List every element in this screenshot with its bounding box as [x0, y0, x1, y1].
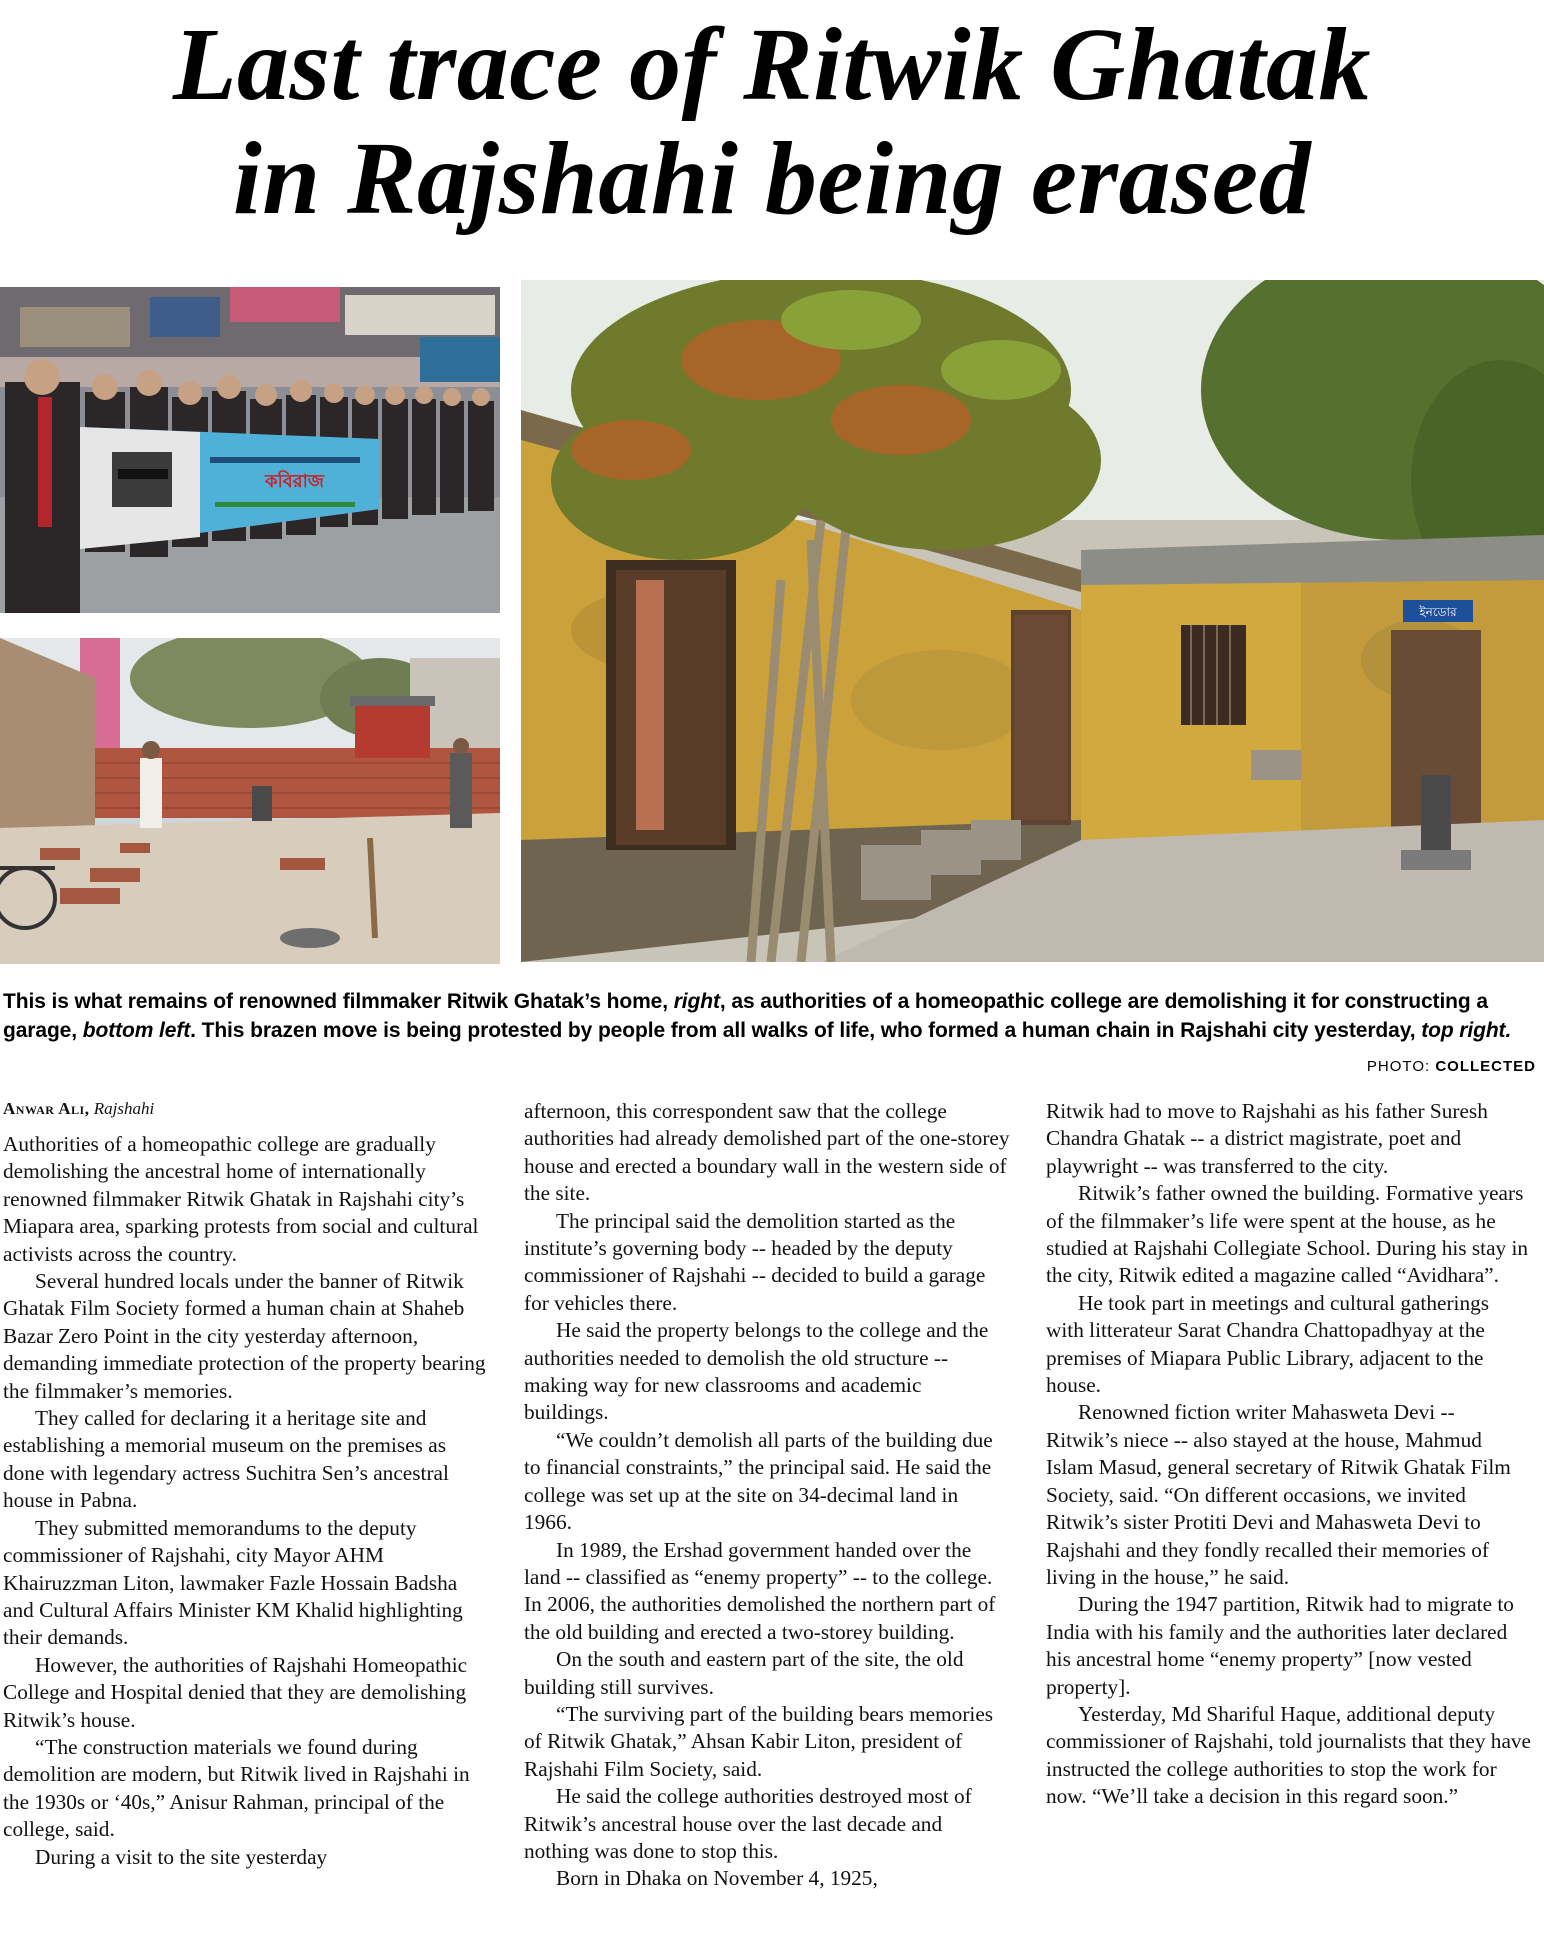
photo-caption — [3, 987, 1535, 1045]
caption-emphasis-right: right — [673, 990, 720, 1013]
banner-text: কবিরাজ — [265, 471, 324, 492]
paragraph: “The construction materials we found during demolition are modern, but Ritwik lived in Rajshahi in the 1930s or ‘40s,” Anisur Rahman, principal of the college, said. — [3, 1734, 470, 1842]
caption-emphasis-top-right: top right. — [1421, 1019, 1512, 1042]
paragraph: afternoon, this correspondent saw that the college authorities had already demolished part of the one-storey house and erected a boundary wall in the western side of the site. — [524, 1099, 1010, 1206]
photo-credit-label: PHOTO: — [1366, 1058, 1431, 1075]
paragraph: He said the property belongs to the college and the authorities needed to demolish the old structure -- making way for new classrooms and academic buildings. — [524, 1318, 989, 1425]
caption-text: . This brazen move is being protested by people from all walks of life, who formed a human chain in Rajshahi city yesterday, — [190, 1019, 1422, 1042]
article-column-2 — [524, 1098, 1010, 1893]
paragraph: “The surviving part of the building bears memories of Ritwik Ghatak,” Ahsan Kabir Liton, president of Rajshahi Film Society, said. — [524, 1701, 994, 1781]
paragraph: Yesterday, Md Shariful Haque, additional deputy commissioner of Rajshahi, told journalists that they have instructed the college authorities to stop the work for now. “We’ll take a decision in this regard soon.” — [1046, 1701, 1532, 1809]
paragraph: Authorities of a homeopathic college are gradually demolishing the ancestral home of internationally renowned filmmaker Ritwik Ghatak in Rajshahi city’s Miapara area, sparking protests from social and cultural activists across the country. — [3, 1132, 479, 1266]
paragraph: Born in Dhaka on November 4, 1925, — [556, 1866, 878, 1891]
photo-demolition-site — [0, 638, 500, 964]
article-column-3 — [1046, 1098, 1532, 1811]
paragraph: During the 1947 partition, Ritwik had to migrate to India with his family and the authorities later declared his ancestral home “enemy property” [now vested property]. — [1046, 1592, 1514, 1699]
byline-location: Rajshahi — [93, 1099, 155, 1118]
paragraph: They called for declaring it a heritage site and establishing a memorial museum on the premises as done with legendary actress Suchitra Sen’s ancestral house in Pabna. — [3, 1406, 449, 1513]
paragraph: Renowned fiction writer Mahasweta Devi -- Ritwik’s niece -- also stayed at the house, Mahmud Islam Masud, general secretary of Ritwik Ghatak Film Society, said. “On different occasions, we invited Ritwik’s sister Protiti Devi and Mahasweta Devi to Rajshahi and they fondly recalled their memories of living in the house,” he said. — [1046, 1400, 1511, 1589]
paragraph: They submitted memorandums to the deputy commissioner of Rajshahi, city Mayor AHM Khairuzzman Liton, lawmaker Fazle Hossain Badsha and Cultural Affairs Minister KM Khalid highlighting their demands. — [3, 1515, 463, 1650]
paragraph: In 1989, the Ershad government handed over the land -- classified as “enemy property” -- to the college. In 2006, the authorities demolished the northern part of the old building and erected a two-storey building. — [524, 1537, 996, 1644]
photo-ghatak-home — [521, 280, 1544, 962]
caption-emphasis-bottom-left: bottom left — [82, 1019, 191, 1042]
article-column-1 — [3, 1098, 489, 1871]
headline — [0, 8, 1544, 236]
photo-human-chain — [0, 287, 500, 613]
photo-credit-value: COLLECTED — [1435, 1058, 1536, 1075]
paragraph: On the south and eastern part of the site, the old building still survives. — [524, 1647, 964, 1699]
caption-text: , as authorities of a homeopathic college are demolishing it for constructing a garage, — [3, 990, 1488, 1042]
caption-text: This is what remains of renowned filmmaker Ritwik Ghatak’s home, — [3, 990, 674, 1013]
paragraph: During a visit to the site yesterday — [35, 1844, 328, 1869]
byline — [3, 1098, 489, 1120]
byline-name: Anwar Ali, — [3, 1099, 90, 1118]
headline-line-2: in Rajshahi being erased — [232, 121, 1312, 236]
headline-line-1: Last trace of Ritwik Ghatak — [173, 7, 1371, 122]
paragraph: However, the authorities of Rajshahi Homeopathic College and Hospital denied that they are demolishing Ritwik’s house. — [3, 1652, 468, 1732]
paragraph: Ritwik’s father owned the building. Formative years of the filmmaker’s life were spent at the house, as he studied at Rajshahi Collegiate School. During his stay in the city, Ritwik edited a magazine called “Avidhara”. — [1046, 1181, 1529, 1288]
paragraph: Several hundred locals under the banner of Ritwik Ghatak Film Society formed a human chain at Shaheb Bazar Zero Point in the city yesterday afternoon, demanding immediate protection of the property bearing the filmmaker’s memories. — [3, 1269, 486, 1403]
paragraph: Ritwik had to move to Rajshahi as his father Suresh Chandra Ghatak -- a district magistrate, poet and playwright -- was transferred to the city. — [1046, 1099, 1488, 1178]
door-sign-text: ইনডোর — [1419, 605, 1457, 619]
photo-credit — [1367, 1058, 1536, 1075]
paragraph: He said the college authorities destroyed most of Ritwik’s ancestral house over the last decade and nothing was done to stop this. — [524, 1784, 972, 1863]
paragraph: The principal said the demolition started as the institute’s governing body -- headed by the deputy commissioner of Rajshahi -- decided to build a garage for vehicles there. — [524, 1208, 986, 1315]
paragraph: He took part in meetings and cultural gatherings with litterateur Sarat Chandra Chattopadhyay at the premises of Miapara Public Library, adjacent to the house. — [1046, 1290, 1490, 1398]
paragraph: “We couldn’t demolish all parts of the building due to financial constraints,” the principal said. He said the college was set up at the site on 34-decimal land in 1966. — [524, 1427, 993, 1535]
